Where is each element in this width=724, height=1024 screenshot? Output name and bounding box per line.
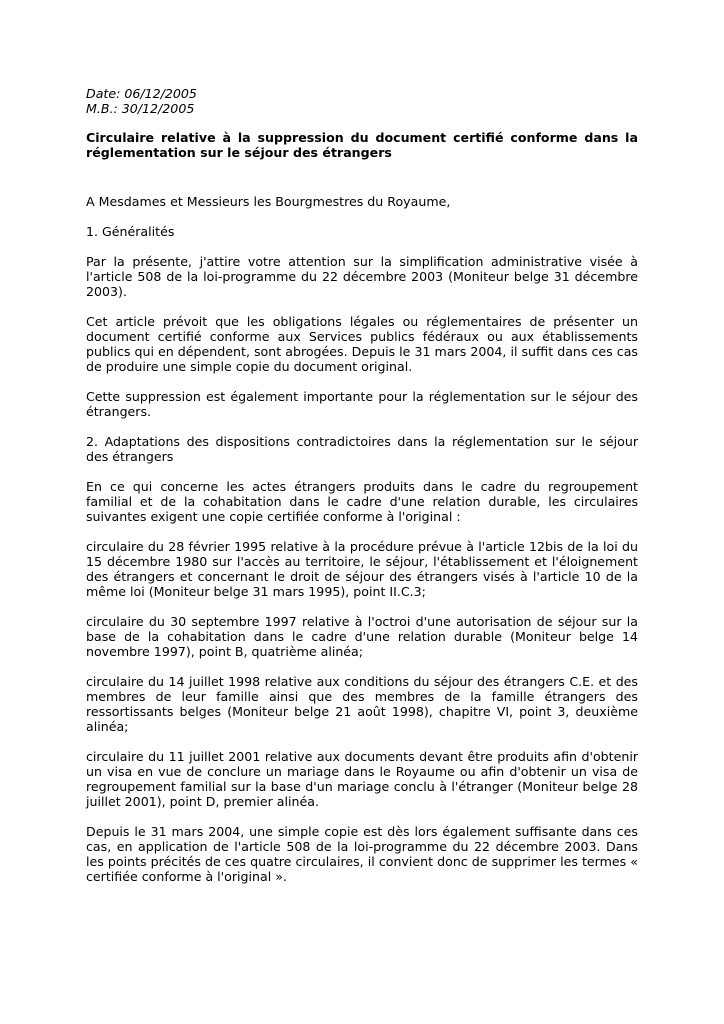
paragraph: Par la présente, j'attire votre attention sur la simplification administrative visée à l'article 508 de la loi-programme du 22 décembre 2003 (Moniteur belge 31 décembre 2003). bbox=[86, 254, 638, 299]
circular-item: circulaire du 30 septembre 1997 relative à l'octroi d'une autorisation de séjour sur la base de la cohabitation dans le cadre d'une relation durable (Moniteur belge 14 novembre 1997), point B, quatrième alinéa; bbox=[86, 614, 638, 659]
document-page bbox=[86, 86, 638, 884]
mb-line: M.B.: 30/12/2005 bbox=[86, 101, 195, 116]
paragraph: Cet article prévoit que les obligations légales ou réglementaires de présenter un document certifié conforme aux Services publics fédéraux ou aux établissements publics qui en dépendent, sont abrogées. Depuis le 31 mars 2004, il suffit dans ces cas de produire une simple copie du document original. bbox=[86, 314, 638, 374]
paragraph: Depuis le 31 mars 2004, une simple copie est dès lors également suffisante dans ces cas, en application de l'article 508 de la loi-programme du 22 décembre 2003. Dans les points précités de ces quatre circulaires, il convient donc de supprimer les termes « certifiée conforme à l'original ». bbox=[86, 824, 638, 884]
salutation: A Mesdames et Messieurs les Bourgmestres du Royaume, bbox=[86, 194, 451, 209]
paragraph: Cette suppression est également importante pour la réglementation sur le séjour des étrangers. bbox=[86, 389, 638, 419]
circular-item: circulaire du 11 juillet 2001 relative aux documents devant être produits afin d'obtenir un visa en vue de conclure un mariage dans le Royaume ou afin d'obtenir un visa de regroupement familial sur la base d'un mariage conclu à l'étranger (Moniteur belge 28 juillet 2001), point D, premier alinéa. bbox=[86, 749, 638, 809]
date-line: Date: 06/12/2005 bbox=[86, 86, 197, 101]
circular-item: circulaire du 14 juillet 1998 relative aux conditions du séjour des étrangers C.E. et des membres de leur famille ainsi que des membres de la famille étrangers des ressortissants belges (Moniteur belge 21 août 1998), chapitre VI, point 3, deuxième alinéa; bbox=[86, 674, 638, 734]
document-title: Circulaire relative à la suppression du document certifié conforme dans la réglementation sur le séjour des étrangers bbox=[86, 130, 638, 160]
section-2-heading: 2. Adaptations des dispositions contradictoires dans la réglementation sur le séjour des étrangers bbox=[86, 434, 638, 464]
paragraph: En ce qui concerne les actes étrangers produits dans le cadre du regroupement familial et de la cohabitation dans le cadre d'une relation durable, les circulaires suivantes exigent une copie certifiée conforme à l'original : bbox=[86, 479, 638, 524]
circular-item: circulaire du 28 février 1995 relative à la procédure prévue à l'article 12bis de la loi du 15 décembre 1980 sur l'accès au territoire, le séjour, l'établissement et l'éloignement des étrangers et concernant le droit de séjour des étrangers visés à l'article 10 de la même loi (Moniteur belge 31 mars 1995), point II.C.3; bbox=[86, 539, 638, 599]
section-1-heading: 1. Généralités bbox=[86, 224, 175, 239]
